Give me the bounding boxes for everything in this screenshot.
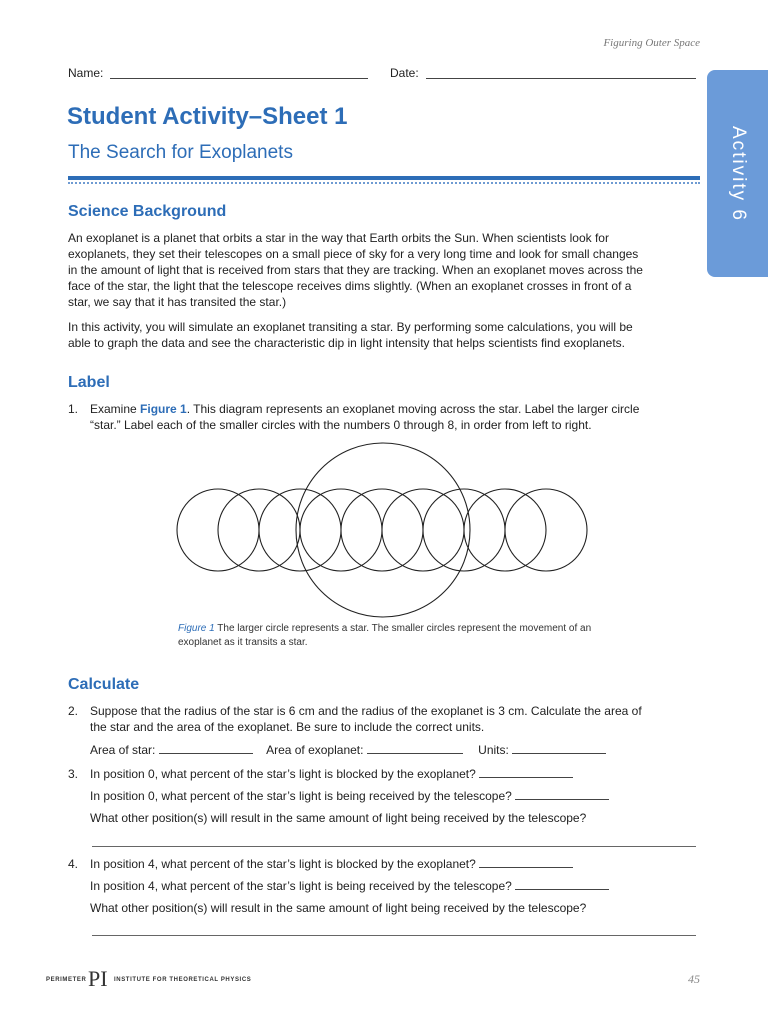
units-field[interactable] <box>512 743 606 754</box>
paragraph-line: face of the star, the light that the telescope receives dims slightly. (When an exoplanet crosses in front of a <box>68 279 632 293</box>
name-label: Name: <box>68 66 104 80</box>
logo-mark: PI <box>88 966 108 991</box>
page-subtitle: The Search for Exoplanets <box>68 142 293 163</box>
area-of-star-label: Area of star: <box>90 743 156 757</box>
figure-1-reference: Figure 1 <box>140 402 187 416</box>
background-paragraph-1 <box>68 230 708 310</box>
question-text: In position 0, what percent of the star’s light is blocked by the exoplanet? <box>90 767 476 781</box>
area-of-exoplanet-field[interactable] <box>367 743 463 754</box>
question-number: 4. <box>68 857 79 871</box>
perimeter-institute-logo <box>46 966 252 991</box>
answer-field[interactable] <box>515 789 609 800</box>
label-heading: Label <box>68 374 110 391</box>
question-3-line-1 <box>90 766 573 782</box>
background-paragraph-2 <box>68 319 708 351</box>
page-title: Student Activity–Sheet 1 <box>67 103 348 130</box>
paragraph-line: in the amount of light that is received from stars that they are tracking. When an exoplanet moves across the <box>68 263 643 277</box>
area-of-exoplanet-label: Area of exoplanet: <box>266 743 364 757</box>
question-2-line-1: Suppose that the radius of the star is 6 cm and the radius of the exoplanet is 3 cm. Calculate the area of <box>90 704 642 718</box>
paragraph-line: able to graph the data and see the characteristic dip in light intensity that helps scientists find exoplanets. <box>68 336 626 350</box>
answer-field[interactable] <box>515 879 609 890</box>
question-1 <box>68 401 708 435</box>
activity-tab-label: Activity 6 <box>727 125 749 222</box>
units-label: Units: <box>478 743 509 757</box>
area-of-star-field[interactable] <box>159 743 253 754</box>
logo-right-text: INSTITUTE FOR THEORETICAL PHYSICS <box>114 977 252 983</box>
answer-field[interactable] <box>479 857 573 868</box>
date-label: Date: <box>390 66 419 80</box>
question-1-line-2: “star.” Label each of the smaller circles with the numbers 0 through 8, in order from left to right. <box>90 418 592 432</box>
answer-field[interactable] <box>479 767 573 778</box>
question-2-line-2: the star and the area of the exoplanet. Be sure to include the correct units. <box>90 720 485 734</box>
science-background-heading: Science Background <box>68 203 227 220</box>
transit-diagram <box>170 440 610 620</box>
question-text: In position 0, what percent of the star’s light is being received by the telescope? <box>90 789 512 803</box>
question-2 <box>68 703 708 763</box>
paragraph-line: An exoplanet is a planet that orbits a star in the way that Earth orbits the Sun. When scientists look for <box>68 231 609 245</box>
name-date-row <box>68 66 698 82</box>
question-4-line-3: What other position(s) will result in the same amount of light being received by the telescope? <box>90 901 587 915</box>
title-rule <box>68 176 700 180</box>
paragraph-line: star, we say that it has transited the star.) <box>68 295 287 309</box>
date-field[interactable] <box>426 78 696 79</box>
figure-caption-label: Figure 1 <box>178 623 215 634</box>
page-number: 45 <box>688 972 700 986</box>
running-head: Figuring Outer Space <box>603 37 700 49</box>
logo-left-text: PERIMETER <box>46 977 87 983</box>
question-3-line-2 <box>90 788 609 804</box>
question-text: . This diagram represents an exoplanet moving across the star. Label the larger circle <box>186 402 640 416</box>
title-dotted-rule <box>68 182 700 184</box>
activity-side-tab <box>707 70 768 277</box>
answer-line[interactable] <box>92 846 696 847</box>
star-circle <box>296 443 470 617</box>
figure-caption <box>178 622 618 650</box>
question-3 <box>68 766 708 838</box>
figure-caption-text: The larger circle represents a star. The smaller circles represent the movement of an <box>214 623 592 634</box>
calculate-heading: Calculate <box>68 676 140 693</box>
answer-line[interactable] <box>92 935 696 936</box>
question-4 <box>68 856 708 928</box>
question-number: 2. <box>68 704 79 718</box>
question-2-answers <box>90 742 606 758</box>
question-text: In position 4, what percent of the star’s light is being received by the telescope? <box>90 879 512 893</box>
question-number: 3. <box>68 767 79 781</box>
question-text: In position 4, what percent of the star’s light is blocked by the exoplanet? <box>90 857 476 871</box>
question-3-line-3: What other position(s) will result in the same amount of light being received by the telescope? <box>90 811 587 825</box>
question-1-line-1 <box>90 401 639 417</box>
question-4-line-2 <box>90 878 609 894</box>
name-field[interactable] <box>110 78 368 79</box>
question-4-line-1 <box>90 856 573 872</box>
paragraph-line: exoplanets, they set their telescopes on a small piece of sky for a very long time and look for small changes <box>68 247 639 261</box>
question-number: 1. <box>68 402 79 416</box>
question-text: Examine <box>90 402 141 416</box>
paragraph-line: In this activity, you will simulate an exoplanet transiting a star. By performing some calculations, you will be <box>68 320 633 334</box>
figure-caption-text: exoplanet as it transits a star. <box>178 637 308 648</box>
